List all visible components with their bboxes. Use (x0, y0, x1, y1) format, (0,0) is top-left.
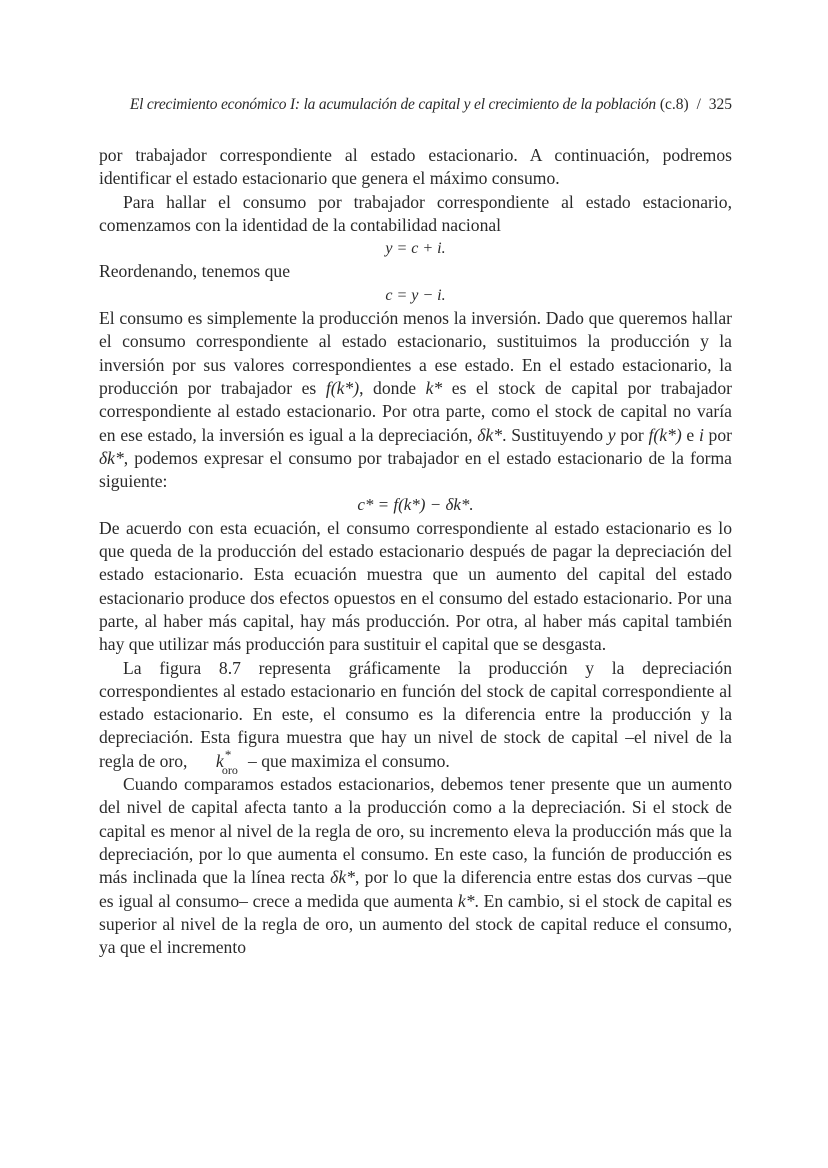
k-subscript: oro (221, 762, 238, 777)
running-head-separator: / (696, 96, 701, 113)
p4-text-g: por (703, 424, 732, 445)
paragraph-7 (99, 773, 732, 959)
equation-national-accounts: y = c + i. (385, 240, 446, 258)
p7-math-k: k* (457, 890, 475, 911)
paragraph-5: De acuerdo con esta ecuación, el consumo correspondiente al estado estacionario es lo que queda de la producción del estado estacionario después de pagar la depreciación del estado estacionario. Esta ecuación muestra que un aumento del capital del estado estacionario produce dos efectos opuestos en el consumo del estado estacionario. Por una parte, al haber más capital, hay más producción. Por otra, al haber más capital también hay que utilizar más producción para sustituir el capital que se desgasta. (99, 517, 732, 655)
page-number: 325 (708, 96, 732, 113)
p4-math-fk: f(k*) (325, 377, 360, 398)
running-head (99, 95, 732, 115)
body-text (99, 144, 732, 959)
p7-text-b: , por lo que la diferencia entre estas dos curvas –que es igual al consumo– crece a medida que aumenta (99, 867, 732, 911)
p6-text-a: La figura 8.7 representa gráficamente la producción y la depreciación correspondientes al estado estacionario en función del stock de capital correspondiente al estado estacionario. En este, el consumo es la diferencia entre la producción y la depreciación. Esta figura muestra que hay un nivel de stock de capital –el nivel de la regla de oro, (99, 657, 732, 771)
p4-text-b: , donde (359, 377, 426, 398)
p7-text-c: . En cambio, si el stock de capital es superior al nivel de la regla de oro, un aumento del stock de capital reduce el consumo, ya que el incremento (99, 890, 732, 958)
paragraph-3: Reordenando, tenemos que (99, 261, 291, 282)
p4-math-k: k* (425, 377, 443, 398)
paragraph-6 (99, 657, 732, 777)
math-k-golden-rule (192, 746, 244, 777)
p7-math-dk: δk* (330, 867, 355, 888)
p4-text-a: El consumo es simplemente la producción menos la inversión. Dado que queremos hallar el consumo correspondiente al estado estacionario, sustituimos la producción y la inversión por sus valores correspondientes a ese estado. En el estado estacionario, la producción por trabajador es (99, 308, 732, 398)
p4-math-fk2: f(k*) (648, 424, 682, 445)
k-base: k (215, 750, 224, 771)
p4-text-c: es el stock de capital por trabajador correspondiente al estado estacionario. Por otra parte, como el stock de capital no varía en ese estado, la inversión es igual a la depreciación, (99, 377, 732, 445)
p4-text-d: . Sustituyendo (502, 424, 608, 445)
running-head-chapter: (c.8) (659, 96, 689, 113)
paragraph-1: por trabajador correspondiente al estado estacionario. A continuación, podremos identificar el estado estacionario que genera el máximo consumo. (99, 145, 732, 189)
k-superscript: * (224, 746, 232, 762)
p4-math-dk: δk* (477, 424, 503, 445)
paragraph-2: Para hallar el consumo por trabajador correspondiente al estado estacionario, comenzamos con la identidad de la contabilidad nacional (99, 191, 732, 235)
p4-math-dk2: δk* (99, 447, 124, 468)
paragraph-4 (99, 307, 732, 493)
p4-text-h: , podemos expresar el consumo por trabajador en el estado estacionario de la forma siguiente: (99, 447, 732, 492)
p6-text-b: – que maximiza el consumo. (243, 750, 450, 771)
p7-text-a: Cuando comparamos estados estacionarios, debemos tener presente que un aumento del nivel de capital afecta tanto a la producción como a la depreciación. Si el stock de capital es menor al nivel de la regla de oro, su incremento eleva la producción más que la depreciación, por lo que aumenta el consumo. En este caso, la función de producción es más inclinada que la línea recta (99, 774, 732, 888)
p4-math-y: y (607, 424, 616, 445)
equation-steady-state-consumption: c* = f(k*) − δk*. (357, 495, 474, 515)
equation-consumption: c = y − i. (385, 286, 446, 304)
p4-math-i: i (698, 424, 704, 445)
running-head-title: El crecimiento económico I: la acumulación de capital y el crecimiento de la población (129, 96, 656, 113)
p4-text-f: e (681, 424, 699, 445)
p4-text-e: por (615, 424, 649, 445)
